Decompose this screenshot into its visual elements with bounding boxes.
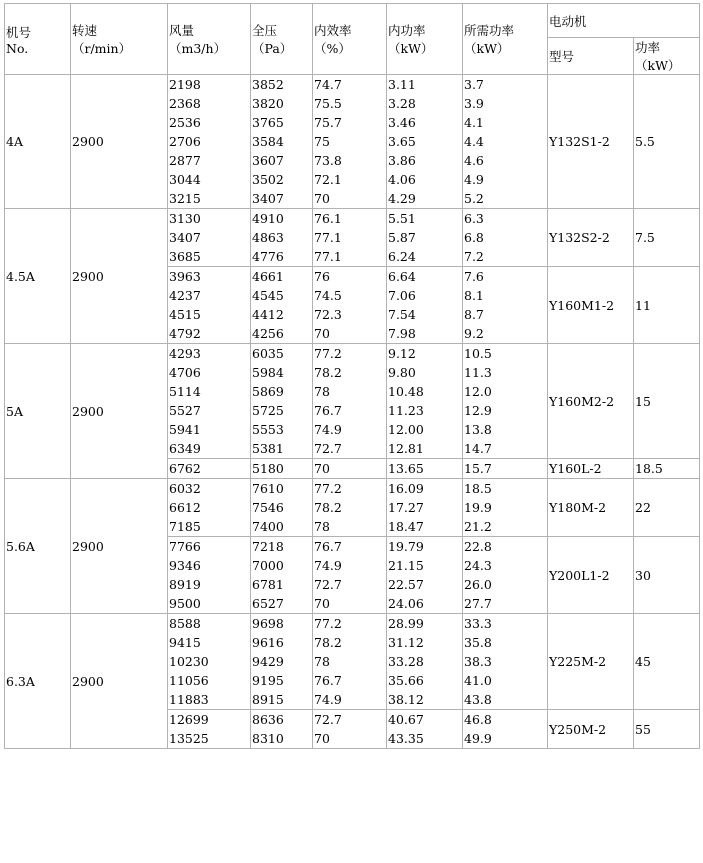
- flow-cell: [168, 479, 251, 537]
- inner-power-cell-value: 40.67: [388, 712, 424, 727]
- required-power-cell-value: 7.6: [464, 269, 484, 284]
- inner-power-cell-value: 5.87: [388, 230, 416, 245]
- fan-spec-table: [4, 3, 700, 749]
- required-power-cell-value: 10.5: [464, 346, 492, 361]
- fan-model: 6.3A: [5, 614, 71, 749]
- efficiency-cell-value: 76.7: [314, 539, 342, 554]
- efficiency-cell-value: 70: [314, 191, 330, 206]
- inner-power-cell: [387, 209, 463, 267]
- fan-model: 4A: [5, 75, 71, 209]
- flow-cell-value: 7766: [169, 539, 201, 554]
- flow-cell-value: 8588: [169, 616, 201, 631]
- pressure-cell-value: 8310: [252, 731, 284, 746]
- efficiency-cell-value: 74.9: [314, 692, 342, 707]
- header-motor-power: [634, 38, 700, 75]
- pressure-cell-value: 3584: [252, 134, 284, 149]
- pressure-cell-value: 6781: [252, 577, 284, 592]
- flow-cell-value: 4706: [169, 365, 201, 380]
- required-power-cell-value: 19.9: [464, 500, 492, 515]
- flow-cell-value: 3963: [169, 269, 201, 284]
- fan-speed: 2900: [71, 344, 168, 479]
- pressure-cell: [251, 209, 313, 267]
- header-line: No.: [6, 40, 29, 56]
- motor-power: 5.5: [634, 75, 700, 209]
- efficiency-cell-value: 72.7: [314, 577, 342, 592]
- efficiency-cell-value: 72.7: [314, 441, 342, 456]
- efficiency-cell: [313, 479, 387, 537]
- motor-type: Y200L1-2: [548, 537, 634, 614]
- motor-type: Y225M-2: [548, 614, 634, 710]
- efficiency-cell-value: 78.2: [314, 365, 342, 380]
- fan-model: 5A: [5, 344, 71, 479]
- inner-power-cell-value: 3.28: [388, 96, 416, 111]
- header-motor-type: 型号: [548, 38, 634, 75]
- required-power-cell-value: 18.5: [464, 481, 492, 496]
- efficiency-cell-value: 70: [314, 731, 330, 746]
- header-efficiency: [313, 4, 387, 75]
- header-line: 内效率: [314, 23, 352, 38]
- pressure-cell-value: 4256: [252, 326, 284, 341]
- flow-cell-value: 12699: [169, 712, 209, 727]
- inner-power-cell-value: 3.65: [388, 134, 416, 149]
- efficiency-cell-value: 72.3: [314, 307, 342, 322]
- flow-cell-value: 2536: [169, 115, 201, 130]
- pressure-cell-value: 3607: [252, 153, 284, 168]
- flow-cell-value: 5941: [169, 422, 201, 437]
- flow-cell-value: 2706: [169, 134, 201, 149]
- required-power-cell-value: 8.7: [464, 307, 484, 322]
- pressure-cell-value: 3765: [252, 115, 284, 130]
- pressure-cell-value: 4545: [252, 288, 284, 303]
- efficiency-cell-value: 77.2: [314, 616, 342, 631]
- required-power-cell-value: 5.2: [464, 191, 484, 206]
- pressure-cell-value: 4863: [252, 230, 284, 245]
- efficiency-cell: [313, 209, 387, 267]
- required-power-cell-value: 33.3: [464, 616, 492, 631]
- pressure-cell-value: 7400: [252, 519, 284, 534]
- flow-cell: [168, 267, 251, 344]
- efficiency-cell: [313, 459, 387, 479]
- pressure-cell-value: 3820: [252, 96, 284, 111]
- flow-cell-value: 13525: [169, 731, 209, 746]
- required-power-cell-value: 13.8: [464, 422, 492, 437]
- required-power-cell-value: 21.2: [464, 519, 492, 534]
- inner-power-cell-value: 7.06: [388, 288, 416, 303]
- inner-power-cell-value: 33.28: [388, 654, 424, 669]
- table-row: [5, 614, 700, 633]
- efficiency-cell-value: 77.1: [314, 230, 342, 245]
- pressure-cell-value: 4661: [252, 269, 284, 284]
- header-line: （r/min）: [72, 41, 132, 56]
- pressure-cell: [251, 614, 313, 710]
- efficiency-cell-value: 73.8: [314, 153, 342, 168]
- inner-power-cell-value: 6.64: [388, 269, 416, 284]
- pressure-cell: [251, 479, 313, 537]
- motor-type: Y132S1-2: [548, 75, 634, 209]
- required-power-cell-value: 8.1: [464, 288, 484, 303]
- pressure-cell-value: 9429: [252, 654, 284, 669]
- pressure-cell-value: 9698: [252, 616, 284, 631]
- efficiency-cell-value: 75.7: [314, 115, 342, 130]
- flow-cell-value: 6612: [169, 500, 201, 515]
- inner-power-cell-value: 4.06: [388, 172, 416, 187]
- flow-cell: [168, 710, 251, 749]
- flow-cell-value: 4293: [169, 346, 201, 361]
- motor-type: Y160M1-2: [548, 267, 634, 344]
- efficiency-cell-value: 78: [314, 384, 330, 399]
- required-power-cell-value: 24.3: [464, 558, 492, 573]
- pressure-cell-value: 3407: [252, 191, 284, 206]
- inner-power-cell-value: 24.06: [388, 596, 424, 611]
- motor-power: 30: [634, 537, 700, 614]
- pressure-cell-value: 7218: [252, 539, 284, 554]
- flow-cell-value: 5114: [169, 384, 201, 399]
- fan-speed: 2900: [71, 479, 168, 614]
- inner-power-cell: [387, 537, 463, 614]
- required-power-cell: [463, 75, 548, 209]
- efficiency-cell-value: 76.7: [314, 403, 342, 418]
- header-line: （m3/h）: [169, 41, 227, 56]
- motor-power: 45: [634, 614, 700, 710]
- inner-power-cell-value: 6.24: [388, 249, 416, 264]
- inner-power-cell-value: 17.27: [388, 500, 424, 515]
- fan-model: 4.5A: [5, 209, 71, 344]
- pressure-cell-value: 5869: [252, 384, 284, 399]
- inner-power-cell-value: 3.46: [388, 115, 416, 130]
- flow-cell-value: 3407: [169, 230, 201, 245]
- efficiency-cell-value: 74.5: [314, 288, 342, 303]
- efficiency-cell-value: 70: [314, 326, 330, 341]
- required-power-cell-value: 3.9: [464, 96, 484, 111]
- efficiency-cell-value: 78: [314, 654, 330, 669]
- header-line: 全压: [252, 23, 278, 38]
- flow-cell-value: 6349: [169, 441, 201, 456]
- pressure-cell-value: 7610: [252, 481, 284, 496]
- required-power-cell-value: 12.9: [464, 403, 492, 418]
- flow-cell-value: 7185: [169, 519, 201, 534]
- flow-cell-value: 10230: [169, 654, 209, 669]
- pressure-cell-value: 4412: [252, 307, 284, 322]
- inner-power-cell-value: 19.79: [388, 539, 424, 554]
- header-line: （Pa）: [252, 41, 293, 56]
- pressure-cell-value: 6035: [252, 346, 284, 361]
- table-row: [5, 209, 700, 228]
- table-row: [5, 75, 700, 94]
- inner-power-cell: [387, 479, 463, 537]
- efficiency-cell-value: 74.9: [314, 558, 342, 573]
- required-power-cell: [463, 710, 548, 749]
- required-power-cell-value: 4.6: [464, 153, 484, 168]
- header-line: （kW）: [388, 41, 434, 56]
- required-power-cell-value: 4.1: [464, 115, 484, 130]
- header-line: （%）: [314, 41, 351, 56]
- header-line: （kW）: [635, 58, 681, 73]
- header-line: 内功率: [388, 23, 426, 38]
- efficiency-cell-value: 74.7: [314, 77, 342, 92]
- pressure-cell-value: 5725: [252, 403, 284, 418]
- header-motor: 电动机: [548, 4, 700, 38]
- flow-cell-value: 9415: [169, 635, 201, 650]
- efficiency-cell-value: 77.2: [314, 346, 342, 361]
- inner-power-cell-value: 12.81: [388, 441, 424, 456]
- inner-power-cell-value: 9.80: [388, 365, 416, 380]
- header-pressure: [251, 4, 313, 75]
- flow-cell-value: 3130: [169, 211, 201, 226]
- motor-power: 55: [634, 710, 700, 749]
- motor-power: 7.5: [634, 209, 700, 267]
- pressure-cell-value: 7546: [252, 500, 284, 515]
- required-power-cell: [463, 537, 548, 614]
- efficiency-cell-value: 76.1: [314, 211, 342, 226]
- inner-power-cell-value: 16.09: [388, 481, 424, 496]
- required-power-cell: [463, 344, 548, 459]
- header-line: 风量: [169, 23, 195, 38]
- inner-power-cell-value: 35.66: [388, 673, 424, 688]
- fan-speed: 2900: [71, 614, 168, 749]
- pressure-cell-value: 9195: [252, 673, 284, 688]
- flow-cell-value: 11883: [169, 692, 209, 707]
- inner-power-cell-value: 7.54: [388, 307, 416, 322]
- required-power-cell-value: 49.9: [464, 731, 492, 746]
- header-flow: [168, 4, 251, 75]
- flow-cell: [168, 75, 251, 209]
- pressure-cell-value: 4776: [252, 249, 284, 264]
- inner-power-cell: [387, 344, 463, 459]
- required-power-cell: [463, 614, 548, 710]
- header-line: 机号: [6, 24, 32, 40]
- pressure-cell: [251, 267, 313, 344]
- efficiency-cell-value: 78.2: [314, 635, 342, 650]
- inner-power-cell-value: 21.15: [388, 558, 424, 573]
- inner-power-cell: [387, 710, 463, 749]
- inner-power-cell-value: 38.12: [388, 692, 424, 707]
- inner-power-cell-value: 31.12: [388, 635, 424, 650]
- required-power-cell-value: 15.7: [464, 461, 492, 476]
- required-power-cell: [463, 267, 548, 344]
- flow-cell-value: 4237: [169, 288, 201, 303]
- inner-power-cell-value: 12.00: [388, 422, 424, 437]
- required-power-cell-value: 12.0: [464, 384, 492, 399]
- required-power-cell-value: 7.2: [464, 249, 484, 264]
- header-line: 功率: [635, 40, 661, 55]
- inner-power-cell-value: 4.29: [388, 191, 416, 206]
- flow-cell-value: 2198: [169, 77, 201, 92]
- required-power-cell-value: 27.7: [464, 596, 492, 611]
- efficiency-cell-value: 77.2: [314, 481, 342, 496]
- header-line: （kW）: [464, 41, 510, 56]
- pressure-cell-value: 7000: [252, 558, 284, 573]
- efficiency-cell-value: 75: [314, 134, 330, 149]
- pressure-cell-value: 6527: [252, 596, 284, 611]
- motor-type: Y180M-2: [548, 479, 634, 537]
- inner-power-cell-value: 13.65: [388, 461, 424, 476]
- flow-cell-value: 9346: [169, 558, 201, 573]
- efficiency-cell: [313, 344, 387, 459]
- fan-speed: 2900: [71, 209, 168, 344]
- flow-cell: [168, 537, 251, 614]
- motor-type: Y160L-2: [548, 459, 634, 479]
- efficiency-cell: [313, 75, 387, 209]
- motor-power: 11: [634, 267, 700, 344]
- flow-cell-value: 11056: [169, 673, 209, 688]
- header-model: [5, 4, 71, 75]
- flow-cell-value: 3044: [169, 172, 201, 187]
- flow-cell-value: 9500: [169, 596, 201, 611]
- pressure-cell: [251, 75, 313, 209]
- pressure-cell-value: 9616: [252, 635, 284, 650]
- inner-power-cell-value: 3.86: [388, 153, 416, 168]
- flow-cell: [168, 459, 251, 479]
- flow-cell-value: 2368: [169, 96, 201, 111]
- required-power-cell-value: 14.7: [464, 441, 492, 456]
- pressure-cell-value: 5984: [252, 365, 284, 380]
- pressure-cell-value: 5381: [252, 441, 284, 456]
- flow-cell-value: 3685: [169, 249, 201, 264]
- required-power-cell-value: 46.8: [464, 712, 492, 727]
- flow-cell: [168, 209, 251, 267]
- efficiency-cell-value: 75.5: [314, 96, 342, 111]
- required-power-cell-value: 6.8: [464, 230, 484, 245]
- pressure-cell: [251, 344, 313, 459]
- header-inner-power: [387, 4, 463, 75]
- flow-cell-value: 6762: [169, 461, 201, 476]
- flow-cell-value: 3215: [169, 191, 201, 206]
- header-required-power: [463, 4, 548, 75]
- motor-power: 18.5: [634, 459, 700, 479]
- efficiency-cell: [313, 537, 387, 614]
- table-row: [5, 344, 700, 363]
- efficiency-cell-value: 76.7: [314, 673, 342, 688]
- required-power-cell: [463, 479, 548, 537]
- inner-power-cell: [387, 614, 463, 710]
- motor-type: Y250M-2: [548, 710, 634, 749]
- efficiency-cell: [313, 614, 387, 710]
- efficiency-cell-value: 70: [314, 461, 330, 476]
- pressure-cell-value: 4910: [252, 211, 284, 226]
- required-power-cell-value: 43.8: [464, 692, 492, 707]
- flow-cell-value: 4792: [169, 326, 201, 341]
- flow-cell: [168, 614, 251, 710]
- table-row: [5, 479, 700, 498]
- required-power-cell: [463, 459, 548, 479]
- flow-cell-value: 2877: [169, 153, 201, 168]
- required-power-cell-value: 4.4: [464, 134, 484, 149]
- pressure-cell-value: 8915: [252, 692, 284, 707]
- inner-power-cell-value: 9.12: [388, 346, 416, 361]
- inner-power-cell-value: 28.99: [388, 616, 424, 631]
- inner-power-cell-value: 11.23: [388, 403, 424, 418]
- efficiency-cell: [313, 710, 387, 749]
- inner-power-cell: [387, 267, 463, 344]
- flow-cell-value: 6032: [169, 481, 201, 496]
- required-power-cell-value: 9.2: [464, 326, 484, 341]
- inner-power-cell-value: 18.47: [388, 519, 424, 534]
- header-line: 所需功率: [464, 23, 515, 38]
- pressure-cell-value: 5180: [252, 461, 284, 476]
- flow-cell-value: 8919: [169, 577, 201, 592]
- efficiency-cell-value: 70: [314, 596, 330, 611]
- inner-power-cell-value: 7.98: [388, 326, 416, 341]
- required-power-cell-value: 35.8: [464, 635, 492, 650]
- header-line: 转速: [72, 23, 98, 38]
- inner-power-cell-value: 10.48: [388, 384, 424, 399]
- motor-type: Y160M2-2: [548, 344, 634, 459]
- required-power-cell-value: 41.0: [464, 673, 492, 688]
- efficiency-cell-value: 77.1: [314, 249, 342, 264]
- efficiency-cell-value: 74.9: [314, 422, 342, 437]
- inner-power-cell: [387, 459, 463, 479]
- pressure-cell-value: 3502: [252, 172, 284, 187]
- required-power-cell-value: 26.0: [464, 577, 492, 592]
- inner-power-cell-value: 3.11: [388, 77, 416, 92]
- efficiency-cell-value: 72.7: [314, 712, 342, 727]
- pressure-cell-value: 3852: [252, 77, 284, 92]
- efficiency-cell-value: 76: [314, 269, 330, 284]
- efficiency-cell-value: 78.2: [314, 500, 342, 515]
- fan-speed: 2900: [71, 75, 168, 209]
- efficiency-cell-value: 72.1: [314, 172, 342, 187]
- inner-power-cell: [387, 75, 463, 209]
- flow-cell-value: 4515: [169, 307, 201, 322]
- required-power-cell-value: 4.9: [464, 172, 484, 187]
- required-power-cell-value: 6.3: [464, 211, 484, 226]
- inner-power-cell-value: 43.35: [388, 731, 424, 746]
- flow-cell-value: 5527: [169, 403, 201, 418]
- required-power-cell-value: 3.7: [464, 77, 484, 92]
- inner-power-cell-value: 22.57: [388, 577, 424, 592]
- inner-power-cell-value: 5.51: [388, 211, 416, 226]
- required-power-cell: [463, 209, 548, 267]
- efficiency-cell-value: 78: [314, 519, 330, 534]
- fan-model: 5.6A: [5, 479, 71, 614]
- pressure-cell-value: 5553: [252, 422, 284, 437]
- pressure-cell: [251, 459, 313, 479]
- flow-cell: [168, 344, 251, 459]
- required-power-cell-value: 38.3: [464, 654, 492, 669]
- motor-power: 22: [634, 479, 700, 537]
- required-power-cell-value: 11.3: [464, 365, 492, 380]
- pressure-cell: [251, 710, 313, 749]
- efficiency-cell: [313, 267, 387, 344]
- required-power-cell-value: 22.8: [464, 539, 492, 554]
- pressure-cell: [251, 537, 313, 614]
- motor-power: 15: [634, 344, 700, 459]
- motor-type: Y132S2-2: [548, 209, 634, 267]
- pressure-cell-value: 8636: [252, 712, 284, 727]
- header-speed: [71, 4, 168, 75]
